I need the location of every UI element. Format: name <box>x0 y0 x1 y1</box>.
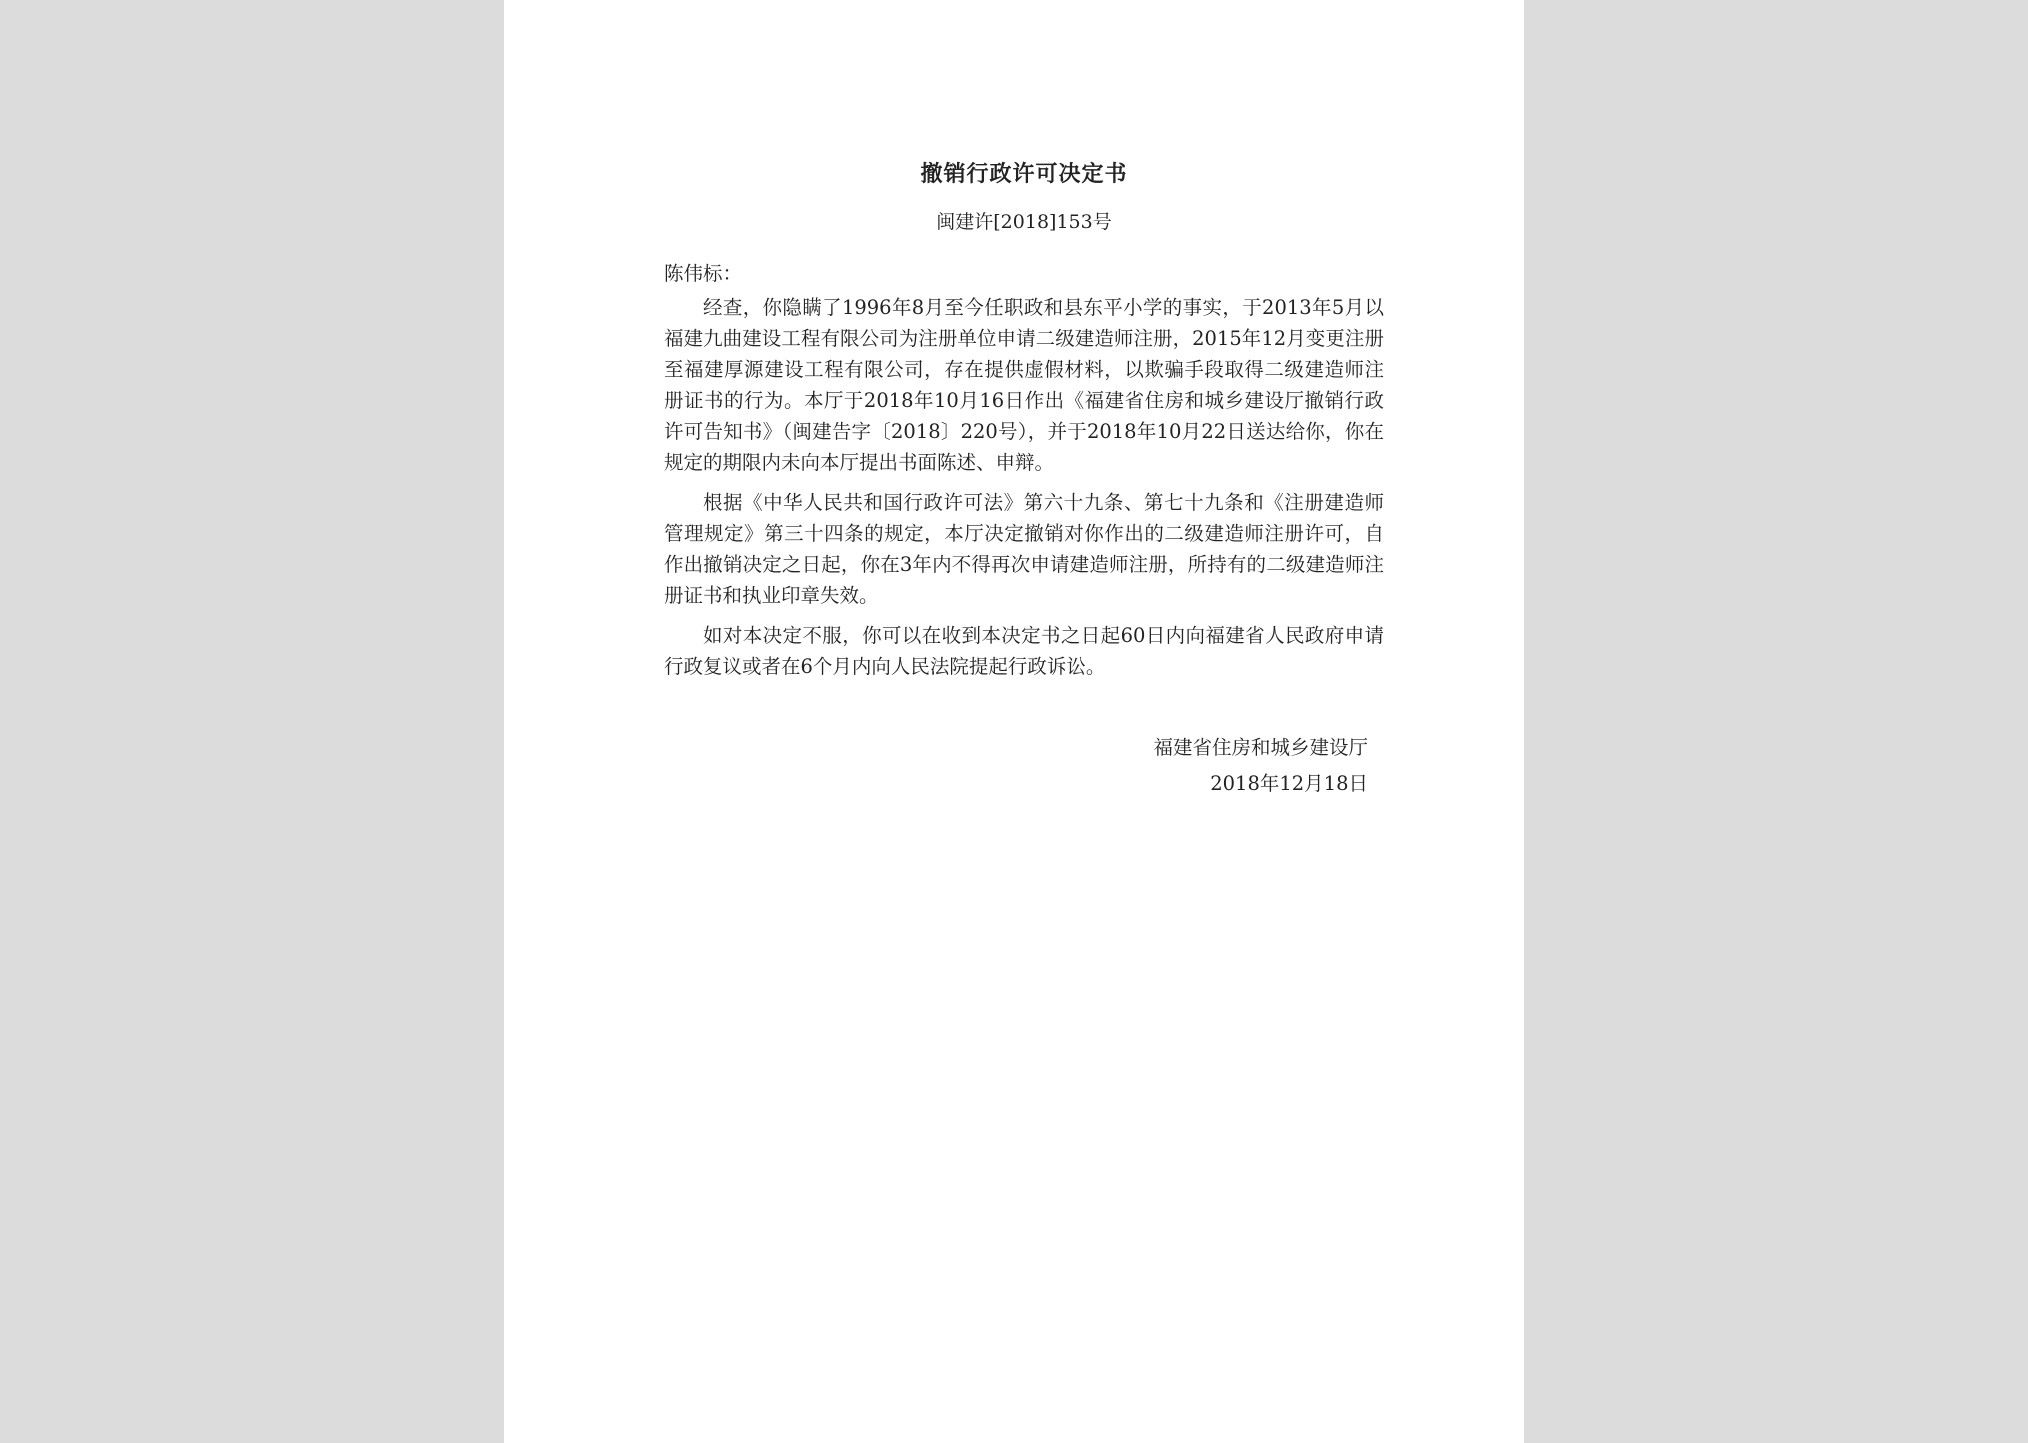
decision-document <box>664 150 1384 802</box>
salutation: 陈伟标： <box>664 262 743 285</box>
document-number: 闽建许[2018]153号 <box>936 211 1112 233</box>
body-paragraph-appeal: 如对本决定不服，你可以在收到本决定书之日起60日内向福建省人民政府申请行政复议或者在6个月内向人民法院提起行政诉讼。 <box>664 624 1384 678</box>
issuer-name: 福建省住房和城乡建设厅 <box>1153 736 1368 759</box>
document-title: 撤销行政许可决定书 <box>920 161 1128 187</box>
body-paragraph-decision: 根据《中华人民共和国行政许可法》第六十九条、第七十九条和《注册建造师管理规定》第三十四条的规定，本厅决定撤销对你作出的二级建造师注册许可，自作出撤销决定之日起，你在3年内不得再次申请建造师注册，所持有的二级建造师注册证书和执业印章失效。 <box>664 491 1384 607</box>
body-paragraph-findings: 经查，你隐瞒了1996年8月至今任职政和县东平小学的事实，于2013年5月以福建九曲建设工程有限公司为注册单位申请二级建造师注册，2015年12月变更注册至福建厚源建设工程有限公司，存在提供虚假材料，以欺骗手段取得二级建造师注册证书的行为。本厅于2018年10月16日作出《福建省住房和城乡建设厅撤销行政许可告知书》（闽建告字〔2018〕220号），并于2018年10月22日送达给你，你在规定的期限内未向本厅提出书面陈述、申辩。 <box>664 296 1384 474</box>
document-page <box>504 0 1524 1443</box>
issue-date: 2018年12月18日 <box>1210 772 1368 795</box>
signature-block <box>664 730 1384 802</box>
